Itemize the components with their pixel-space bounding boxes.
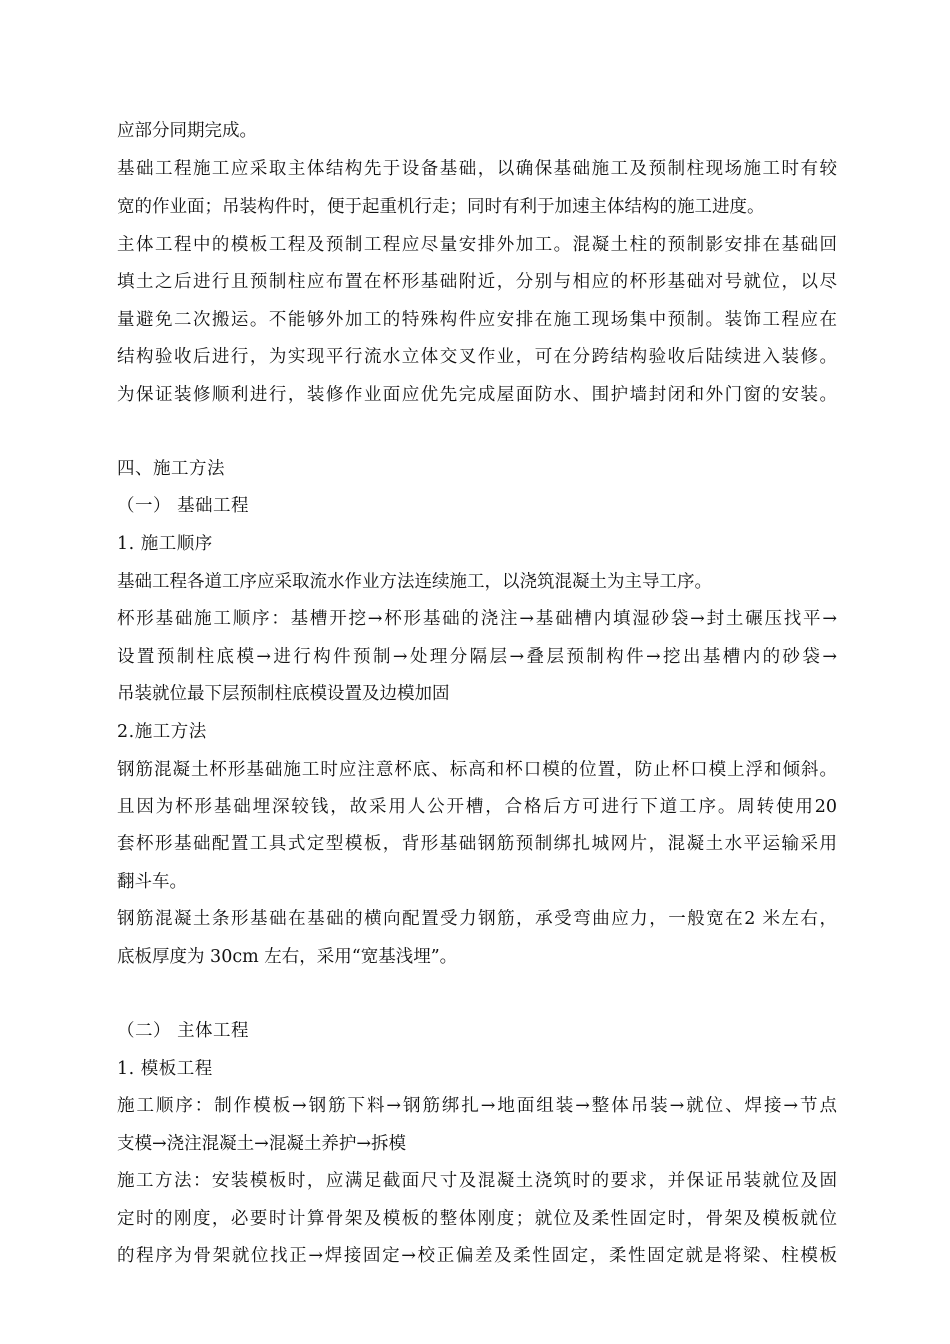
paragraph-line: 施工顺序：制作模板→钢筋下料→钢筋绑扎→地面组装→整体吊装→就位、焊接→节点 [117,1096,837,1116]
paragraph-line: 应部分同期完成。 [117,121,257,141]
section-heading: 四、施工方法 [117,459,225,479]
paragraph-line: 的程序为骨架就位找正→焊接固定→校正偏差及柔性固定，柔性固定就是将梁、柱模板 [117,1246,837,1266]
paragraph-line: 设置预制柱底模→进行构件预制→处理分隔层→叠层预制构件→挖出基槽内的砂袋→ [117,647,837,667]
paragraph-line: 施工方法：安装模板时，应满足截面尺寸及混凝土浇筑时的要求，并保证吊装就位及固 [117,1171,837,1191]
item-heading: 1. 施工顺序 [117,534,213,554]
subsection-heading: （一） 基础工程 [117,496,250,516]
paragraph-line: 主体工程中的模板工程及预制工程应尽量安排外加工。混凝土柱的预制影安排在基础回 [117,235,837,255]
item-heading: 2.施工方法 [117,722,207,742]
paragraph-line: 定时的刚度，必要时计算骨架及模板的整体刚度；就位及柔性固定时，骨架及模板就位 [117,1209,837,1229]
paragraph-line: 且因为杯形基础埋深较钱，故采用人公开槽，合格后方可进行下道工序。周转使用20 [117,797,837,817]
item-heading: 1. 模板工程 [117,1059,213,1079]
paragraph-line: 钢筋混凝土杯形基础施工时应注意杯底、标高和杯口模的位置，防止杯口模上浮和倾斜。 [117,760,837,780]
paragraph-line: 支模→浇注混凝土→混凝土养护→拆模 [117,1134,406,1154]
paragraph-line: 基础工程施工应采取主体结构先于设备基础，以确保基础施工及预制柱现场施工时有较 [117,159,837,179]
paragraph-line: 量避免二次搬运。不能够外加工的特殊构件应安排在施工现场集中预制。装饰工程应在 [117,310,837,330]
paragraph-line: 套杯形基础配置工具式定型模板，背形基础钢筋预制绑扎城网片，混凝土水平运输采用 [117,834,837,854]
subsection-heading: （二） 主体工程 [117,1021,250,1041]
paragraph-line: 杯形基础施工顺序：基槽开挖→杯形基础的浇注→基础槽内填湿砂袋→封土碾压找平→ [117,609,837,629]
paragraph-line: 底板厚度为 30cm 左右，采用“宽基浅埋”。 [117,947,458,967]
paragraph-line: 结构验收后进行，为实现平行流水立体交叉作业，可在分跨结构验收后陆续进入装修。 [117,347,837,367]
paragraph-line: 为保证装修顺利进行，装修作业面应优先完成屋面防水、围护墙封闭和外门窗的安装。 [117,385,837,405]
paragraph-line: 翻斗车。 [117,872,187,892]
paragraph-line: 基础工程各道工序应采取流水作业方法连续施工，以浇筑混凝土为主导工序。 [117,572,712,592]
paragraph-line: 吊装就位最下层预制柱底模设置及边模加固 [117,684,450,704]
paragraph-line: 宽的作业面；吊装构件时，便于起重机行走；同时有利于加速主体结构的施工进度。 [117,197,765,217]
paragraph-line: 钢筋混凝土条形基础在基础的横向配置受力钢筋，承受弯曲应力，一般宽在2 米左右， [117,909,837,929]
paragraph-line: 填土之后进行且预制柱应布置在杯形基础附近，分别与相应的杯形基础对号就位，以尽 [117,272,837,292]
